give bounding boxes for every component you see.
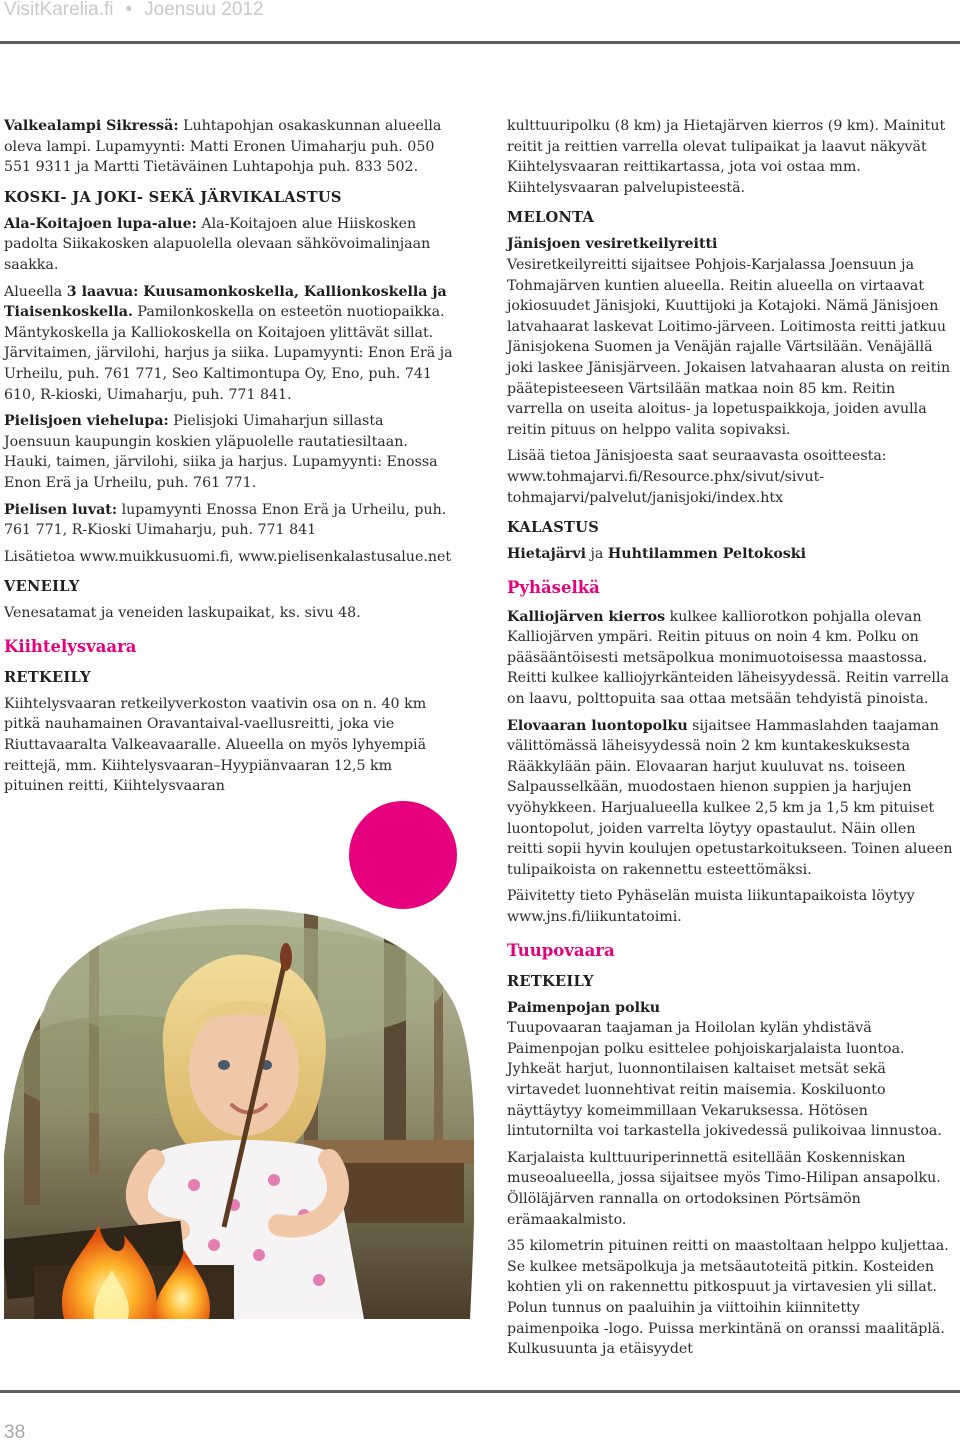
text-kalliojarvi: kulkee kalliorotkon pohjalla olevan Kalliojärven ympäri. Reitin pituus on noin 4 km. Polku on pääsääntöisesti metsäpolkua monimuotoisessa maastossa. Reitti kulkee kalliojyrkänteiden läheisyydessä. Reitin varrella on laavu, polttopuita saa ottaa metsään tehdyistä pinoista.: [507, 608, 949, 708]
term-pielisjoki: Pielisjoen viehelupa:: [4, 413, 169, 430]
heading-retkeily-left: RETKEILY: [4, 668, 91, 686]
paragraph-lisatietoa: Lisätietoa www.muikkusuomi.fi, www.pielisenkalastusalue.net: [4, 548, 452, 565]
text-laavut: Pamilonkoskella on esteetön nuotiopaikka. Mäntykoskella ja Kalliokoskella on Koitajoen ylittävät sillat. Järvitaimen, järvilohi, harjus ja siika. Lupamyynti: Enon Erä ja Urheilu, puh. 761 771, Seo Kaltimontupa Oy, Eno, puh. 741 610, R-kioski, Uimaharju, puh. 771 841.: [4, 304, 453, 403]
heading-pyhaselka: Pyhäselkä: [507, 577, 600, 597]
paragraph-kulttuuripolku: kulttuuripolku (8 km) ja Hietajärven kierros (9 km). Mainitut reitit ja reittien varrella olevat tulipaikat ja laavut näkyvät Kiihtelysvaaran reittikartassa, jota voi ostaa mm. Kiihtelysvaaran palvelupisteestä.: [507, 118, 946, 196]
header-separator: •: [125, 0, 133, 20]
site-name: VisitKarelia.fi: [4, 0, 114, 20]
header-title: [4, 0, 264, 21]
text-valkealampi: Luhtapohjan osakaskunnan alueella oleva lampi. Lupamyynti: Matti Eronen Uimaharju puh. 050 551 9311 ja Martti Tietäväinen Luhtapohja puh. 833 502.: [4, 118, 442, 176]
paragraph-elovaara: [507, 716, 953, 881]
decorative-circle: [348, 800, 458, 910]
subheading-janisjoki: Jänisjoen vesiretkeilyreitti: [507, 236, 718, 253]
paragraph-pielinen: [4, 500, 454, 541]
paragraph-valkealampi: [4, 116, 454, 178]
paragraph-kalastus: [507, 544, 953, 565]
child-campfire-photo: [4, 905, 474, 1319]
term-valkealampi: Valkealampi Sikressä:: [4, 118, 179, 134]
heading-kalastus: KALASTUS: [507, 519, 600, 537]
right-column: [507, 116, 953, 1366]
paragraph-kalliojarvi: [507, 607, 953, 710]
heading-kiihtelysvaara: Kiihtelysvaara: [4, 636, 137, 656]
page-number: 38: [4, 1422, 26, 1443]
page-header: [0, 0, 960, 44]
left-column: [4, 116, 454, 803]
paragraph-reitti-35km: 35 kilometrin pituinen reitti on maastoltaan helppo kuljettaa. Se kulkee metsäpolkuja ja metsäautoteitä pitkin. Kosteiden kohtien yli on rakennettu pitkospuut ja virtavesien yli sillat. Polun tunnus on paaluihin ja viittoihin kiinnitetty paimenpoika -logo. Puissa merkintänä on oranssi maalitäplä. Kulkusuunta ja etäisyydet: [507, 1238, 949, 1358]
header-rule: [0, 41, 960, 44]
term-peltokoski: Huhtilammen Peltokoski: [607, 546, 806, 563]
paragraph-janisjoki: Vesiretkeilyreitti sijaitsee Pohjois-Karjalassa Joensuun ja Tohmajärven kuntien alueella. Reitin alueella on virtaavat jokiosuudet Jänisjoki, Kuuttijoki ja Kotajoki. Nämä Jänisjoen latvahaarat laskevat Loitimo-järveen. Loitimosta reitti jatkuu Jänisjokena Suomen ja Venäjän rajalle Värtsilään. Venäjällä joki laskee Jänisjärveen. Jokaisen latvahaaran alusta on reitin päätepisteeseen Värtsilään matkaa noin 85 km. Reitin varrella on useita aloitus- ja lopetuspaikkoja, joiden avulla reitin pituus on helppo valita sopivaksi.: [507, 256, 951, 438]
term-ala-koitajoki: Ala-Koitajoen lupa-alue:: [4, 215, 197, 232]
text-ala-koitajoki: Ala-Koitajoen alue Hiiskosken padolta Siikakosken alapuolella olevaan sähkövoimalinjaan saakka.: [4, 215, 431, 273]
term-laavut: 3 laavua: Kuusamonkoskella, Kallionkoskella ja Tiaisenkoskella.: [4, 283, 447, 321]
term-kalliojarvi: Kalliojärven kierros: [507, 608, 666, 625]
heading-tuupovaara: Tuupovaara: [507, 940, 615, 960]
text-pielisjoki: Pielisjoki Uimaharjun sillasta Joensuun kaupungin koskien yläpuolelle rautatiesiltaan. Hauki, taimen, järvilohi, siika ja harjus. Lupamyynti: Enossa Enon Erä ja Urheilu, puh. 761 771.: [4, 413, 438, 491]
paragraph-laavut: [4, 282, 454, 406]
edition-label: Joensuu 2012: [144, 0, 264, 20]
text-laavut-pre: Alueella: [4, 283, 67, 300]
paragraph-kiihtelysvaara: Kiihtelysvaaran retkeilyverkoston vaativin osa on n. 40 km pitkä nauhamainen Oravantaival-vaellusreitti, joka vie Riuttavaaralta Valkeavaaralle. Alueella on myös lyhyempiä reittejä, mm. Kiihtelysvaaran–Hyypiänvaaran 12,5 km pituinen reitti, Kiihtelysvaaran: [4, 695, 427, 795]
paragraph-pielisjoki: [4, 411, 454, 493]
term-pielinen: Pielisen luvat:: [4, 501, 118, 518]
text-ja: ja: [586, 546, 608, 563]
heading-koski: KOSKI- JA JOKI- SEKÄ JÄRVIKALASTUS: [4, 188, 342, 206]
paragraph-paimenpojan-polku: Tuupovaaran taajaman ja Hoilolan kylän yhdistävä Paimenpojan polku esittelee pohjoiskarjalaista luontoa. Jyhkeät harjut, luonnontilaisen kaltaiset metsät sekä virtavedet luonnehtivat reitin maisemia. Koskiluonto näyttäytyy komeimmillaan Vekaruksessa. Hötösen lintutornilta voi tarkastella jokivedessä pulikoivaa linnustoa.: [507, 1020, 942, 1140]
paragraph-ala-koitajoki: [4, 214, 454, 276]
paragraph-pyhaselka-link: Päivitetty tieto Pyhäselän muista liikuntapaikoista löytyy www.jns.fi/liikuntatoimi.: [507, 888, 915, 925]
text-elovaara: sijaitsee Hammaslahden taajaman välittömässä läheisyydessä noin 2 km kuntakeskuksesta Rääkkylään päin. Elovaaran harjut kuuluvat ns. toiseen Salpausselkään, muodostaen hienon suppien ja harjujen vyöhykkeen. Harjualueella kulkee 2,5 km ja 1,5 km pituiset luontopolut, joiden varrelta löytyy opastaulut. Näin ollen reitti sopii hyvin koulujen opetustarkoitukseen. Toinen alueen tulipaikoista on rakennettu esteettömäksi.: [507, 717, 953, 878]
subheading-paimenpojan-polku: Paimenpojan polku: [507, 999, 661, 1016]
paragraph-veneily: Venesatamat ja veneiden laskupaikat, ks. sivu 48.: [4, 605, 361, 622]
heading-retkeily-right: RETKEILY: [507, 972, 594, 990]
heading-veneily: VENEILY: [4, 578, 80, 596]
paragraph-koskenniska: Karjalaista kulttuuriperinnettä esitellään Koskenniskan museoalueella, jossa sijaitsee myös Timo-Hilipan ansapolku. Öllöläjärven rannalla on ortodoksinen Pörtsämön erämaakalmisto.: [507, 1149, 941, 1228]
heading-melonta: MELONTA: [507, 209, 595, 227]
term-elovaara: Elovaaran luontopolku: [507, 717, 688, 734]
term-hietajarvi: Hietajärvi: [507, 546, 587, 563]
text-pielinen: lupamyynti Enossa Enon Erä ja Urheilu, puh. 761 771, R-Kioski Uimaharju, puh. 771 841: [4, 501, 447, 539]
paragraph-janisjoki-link: Lisää tietoa Jänisjoesta saat seuraavasta osoitteesta: www.tohmajarvi.fi/Resource.phx/sivut/sivut-tohmajarvi/palvelut/janisjoki/index.htx: [507, 448, 887, 506]
footer-rule: [0, 1390, 960, 1393]
